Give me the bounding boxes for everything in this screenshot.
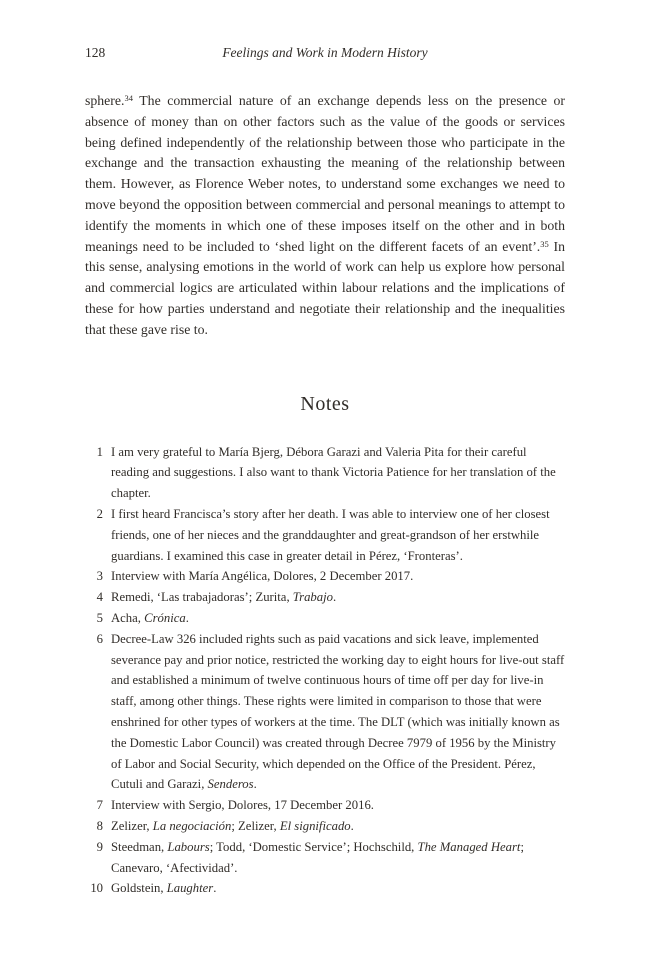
note-number: 6 [96,631,103,646]
text-run: Goldstein, [111,881,167,896]
note-number: 1 [96,444,103,459]
note-number: 5 [96,610,103,625]
text-run: Zelizer, [111,818,153,833]
notes-list [85,442,565,900]
body-paragraph [85,91,565,341]
running-head [85,44,565,62]
text-run: Remedi, ‘Las trabajadoras’; Zurita, [111,590,293,605]
text-run: . [185,610,189,625]
note-item [85,629,565,795]
italic-title: The Managed Heart [417,839,521,854]
italic-title: Senderos [207,777,254,792]
text-run: I first heard Francisca’s story after her death. I was able to interview one of her closest friends, one of her nieces and the granddaughter and great-grandson of her erstwhile guardians. I examined this case in greater detail in Pérez, ‘Fronteras’. [111,506,550,563]
note-number: 7 [96,798,103,813]
note-item [85,566,565,587]
note-number: 8 [96,818,103,833]
text-run: Interview with Sergio, Dolores, 17 December 2016. [111,798,374,813]
text-run: Decree-Law 326 included rights such as paid vacations and sick leave, implemented severance pay and prior notice, restricted the working day to eight hours for live-out staff and established a minimum of twelve continuous hours of time off per day for live-in staff, among other things. These rights were limited in comparison to those that were enshrined for other types of workers at the time. The DLT (which was initially known as the Domestic Labor Council) was created through Decree 7979 of 1956 by the Ministry of Labor and Social Security, which depended on the Office of the President. Pérez, Cutuli and Garazi, [111,631,565,792]
text-run: . [253,777,257,792]
italic-title: Labours [167,839,210,854]
text-run: Steedman, [111,839,168,854]
text-run: Acha, [111,610,145,625]
note-text [111,795,565,816]
text-run: sphere. [85,93,125,108]
note-text [111,504,565,566]
text-run: . [333,590,337,605]
note-text [111,566,565,587]
text-run: Interview with María Angélica, Dolores, 2 December 2017. [111,569,414,584]
note-number: 3 [96,569,103,584]
italic-title: Trabajo [292,590,333,605]
running-title: Feelings and Work in Modern History [222,45,428,60]
text-run: The commercial nature of an exchange depends less on the presence or absence of money than on other factors such as the value of the goods or services being defined independently of the relationship between those who participate in the exchange and the transaction exhausting the meaning of the relationship between them. However, as Florence Weber notes, to understand some exchanges we need to move beyond the opposition between commercial and personal meanings to attempt to identify the moments in which one of these imposes itself on the other and in both meanings need to be included to ‘shed light on the different facets of an event’. [85,93,565,254]
note-item [85,837,565,879]
italic-title: La negociación [152,818,232,833]
note-item [85,795,565,816]
text-run: . [213,881,217,896]
note-item [85,608,565,629]
text-run: . [350,818,354,833]
footnote-ref: 34 [124,93,133,103]
note-item [85,442,565,504]
note-item [85,878,565,899]
note-number: 10 [90,881,103,896]
notes-heading: Notes [300,392,350,415]
page-number: 128 [85,45,106,60]
italic-title: Crónica [144,610,186,625]
text-run: ; Todd, ‘Domestic Service’; Hochschild, [209,839,418,854]
note-number: 4 [96,590,103,605]
note-text [111,816,565,837]
note-item [85,504,565,566]
note-text [111,878,565,899]
note-number: 9 [96,839,103,854]
note-number: 2 [96,506,103,521]
note-item [85,587,565,608]
note-text [111,837,565,879]
italic-title: El significado [279,818,351,833]
text-run: ; Canevaro, ‘Afectividad’. [111,839,524,875]
note-text [111,587,565,608]
note-text [111,442,565,504]
note-text [111,608,565,629]
note-item [85,816,565,837]
text-run: In this sense, analysing emotions in the world of work can help us explore how personal and commercial logics are articulated within labour relations and the implications of these for how parties understand and negotiate their relationship and the inequalities that these gave rise to. [85,238,565,337]
note-text [111,629,565,795]
italic-title: Laughter [166,881,214,896]
footnote-ref: 35 [540,238,549,249]
text-run: ; Zelizer, [231,818,280,833]
text-run: I am very grateful to María Bjerg, Débora Garazi and Valeria Pita for their careful reading and suggestions. I also want to thank Victoria Patience for her translation of the chapter. [111,444,556,501]
